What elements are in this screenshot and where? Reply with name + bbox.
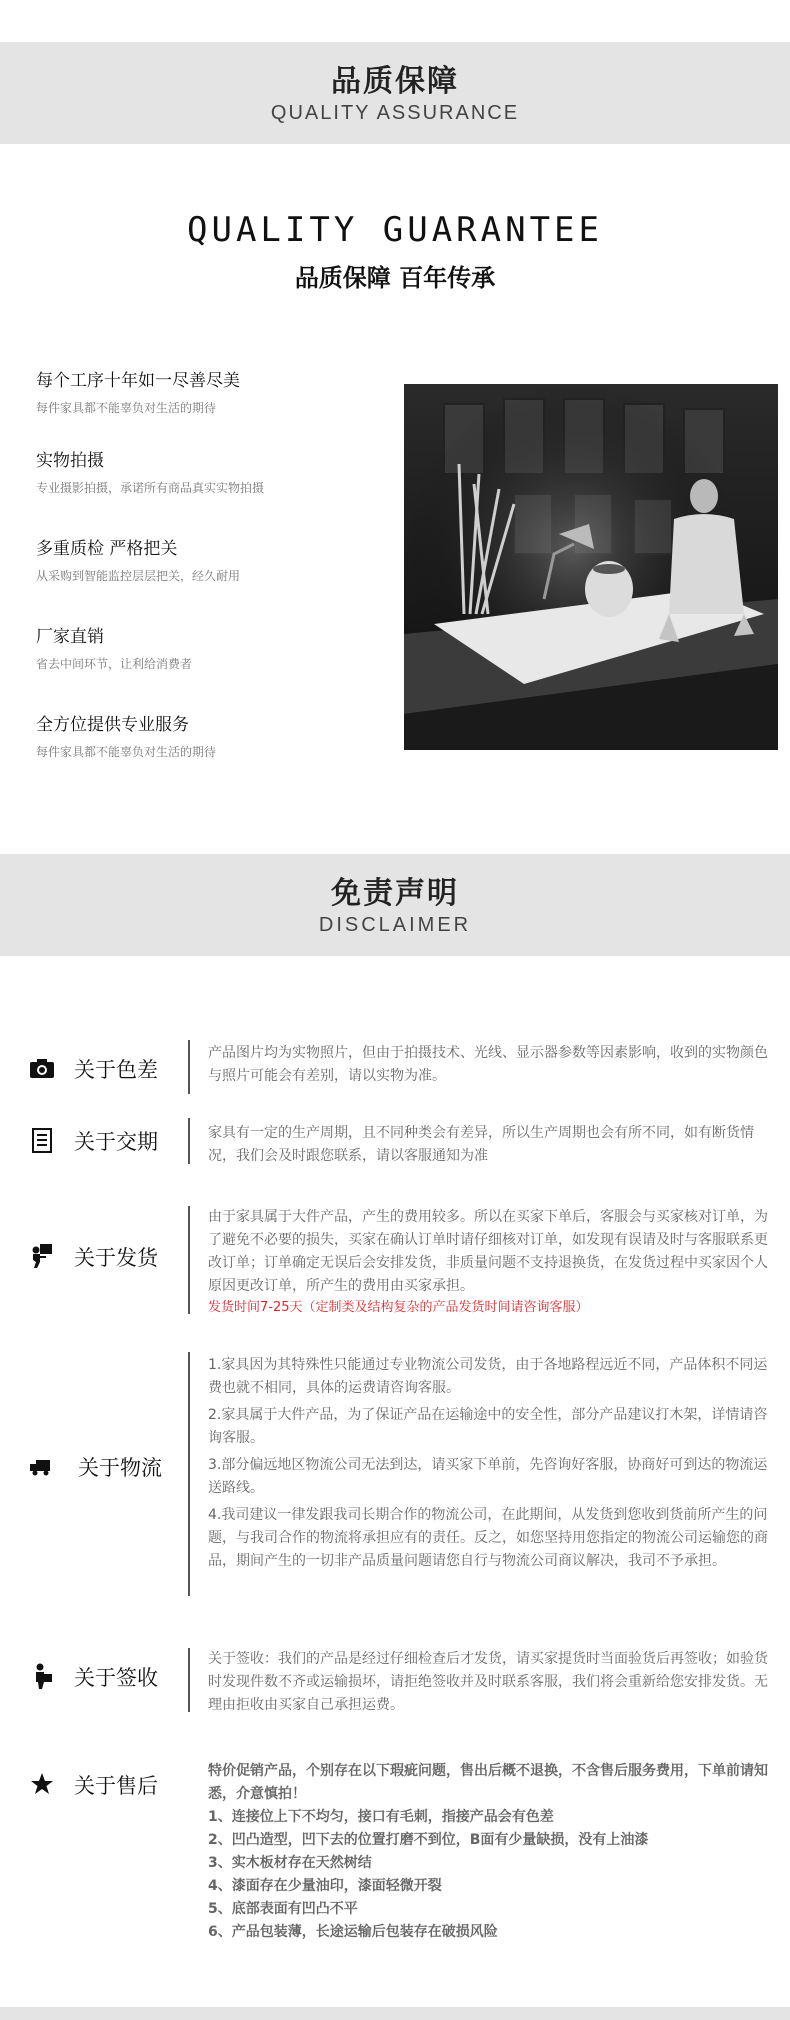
feature-item (36, 710, 366, 760)
logistics-paragraph: 1.家具因为其特殊性只能通过专业物流公司发货，由于各地路程远近不同，产品体积不同运费也就不相同，具体的运费请咨询客服。 (208, 1357, 768, 1396)
delivery-truck-icon (28, 1452, 56, 1480)
quality-assurance-subtitle: QUALITY ASSURANCE (270, 102, 520, 124)
disclaimer-text: 关于签收：我们的产品是经过仔细检查后才发货，请买家提货时当面验货后再签收；如验货时发现件数不齐或运输损坏，请拒绝签收并及时联系客服，我们将会重新给您安排发货。无理由拒收由买家自己承担运费。 (208, 1651, 768, 1713)
camera-icon (28, 1054, 56, 1082)
feature-title: 每个工序十年如一尽善尽美 (36, 371, 240, 391)
divider (188, 1352, 190, 1596)
after-sales-item: 5、底部表面有凹凸不平 (208, 1901, 358, 1917)
quality-guarantee-title: QUALITY GUARANTEE (187, 210, 603, 250)
quality-assurance-title: 品质保障 (331, 64, 459, 99)
feature-item (36, 622, 366, 672)
feature-title: 全方位提供专业服务 (36, 715, 189, 735)
logistics-paragraph: 3.部分偏远地区物流公司无法到达，请买家下单前，先咨询好客服，协商好可到达的物流运送路线。 (208, 1457, 768, 1496)
disclaimer-label: 关于签收 (74, 1666, 158, 1690)
person-carrying-box-icon (28, 1242, 56, 1270)
feature-desc: 每件家具都不能辜负对生活的期待 (36, 745, 217, 759)
document-list-icon (28, 1126, 56, 1154)
person-with-package-icon (28, 1662, 56, 1690)
disclaimer-subtitle: DISCLAIMER (318, 914, 472, 936)
disclaimer-text: 家具有一定的生产周期，且不同种类会有差异，所以生产周期也会有所不同，如有断货情况，我们会及时跟您联系，请以客服通知为准 (208, 1125, 754, 1164)
logistics-paragraph: 2.家具属于大件产品，为了保证产品在运输途中的安全性，部分产品建议打木架，详情请咨询客服。 (208, 1407, 768, 1446)
after-sales-item: 3、实木板材存在天然树结 (208, 1855, 372, 1871)
disclaimer-text-block (208, 1206, 768, 1318)
feature-item (36, 366, 366, 416)
disclaimer-text: 产品图片均为实物照片，但由于拍摄技术、光线、显示器参数等因素影响，收到的实物颜色与照片可能会有差别，请以实物为准。 (208, 1045, 768, 1084)
disclaimer-label: 关于售后 (74, 1774, 158, 1798)
quality-assurance-header (0, 42, 790, 144)
disclaimer-header (0, 854, 790, 956)
feature-item (36, 534, 366, 584)
footer-band (0, 2007, 790, 2020)
star-icon (28, 1770, 56, 1798)
divider (188, 1206, 190, 1314)
quality-guarantee-subtitle: 品质保障 百年传承 (294, 264, 496, 292)
divider (188, 1118, 190, 1164)
feature-desc: 每件家具都不能辜负对生活的期待 (36, 401, 217, 415)
divider (188, 1648, 190, 1712)
after-sales-item: 1、连接位上下不均匀，接口有毛刺，指接产品会有色差 (208, 1809, 554, 1825)
feature-title: 厂家直销 (36, 627, 104, 647)
disclaimer-label: 关于色差 (74, 1058, 158, 1082)
craftsman-workshop-photo (404, 384, 778, 750)
disclaimer-label: 关于物流 (78, 1456, 162, 1480)
after-sales-intro: 特价促销产品，个别存在以下瑕疵问题，售出后概不退换，不含售后服务费用，下单前请知悉，介意慎拍！ (208, 1763, 768, 1802)
feature-desc: 专业摄影拍摄，承诺所有商品真实实物拍摄 (36, 481, 265, 495)
feature-desc: 从采购到智能监控层层把关，经久耐用 (36, 569, 241, 583)
logistics-paragraph: 4.我司建议一律发跟我司长期合作的物流公司，在此期间，从发货到您收到货前所产生的问题，与我司合作的物流将承担应有的责任。反之，如您坚持用您指定的物流公司运输您的商品，期间产生的一切非产品质量问题请您自行与物流公司商议解决，我司不予承担。 (208, 1507, 768, 1569)
after-sales-item: 6、产品包装薄，长途运输后包装存在破损风险 (208, 1924, 498, 1940)
divider (188, 1040, 190, 1094)
after-sales-item: 4、漆面存在少量油印，漆面轻微开裂 (208, 1878, 442, 1894)
disclaimer-label: 关于交期 (74, 1130, 158, 1154)
disclaimer-title: 免责声明 (331, 876, 459, 911)
disclaimer-text: 由于家具属于大件产品，产生的费用较多。所以在买家下单后，客服会与买家核对订单，为了避免不必要的损失，买家在确认订单时请仔细核对订单，如发现有误请及时与客服联系更改订单；订单确定无误后会安排发货，非质量问题不支持退换货，在发货过程中买家因个人原因更改订单，所产生的费用由买家承担。 (208, 1209, 768, 1294)
after-sales-block (208, 1760, 768, 1944)
shipping-time-note: 发货时间7-25天（定制类及结构复杂的产品发货时间请咨询客服） (208, 1300, 589, 1315)
disclaimer-label: 关于发货 (74, 1246, 158, 1270)
feature-title: 多重质检 严格把关 (36, 539, 178, 559)
feature-title: 实物拍摄 (36, 451, 104, 471)
feature-desc: 省去中间环节，让利给消费者 (36, 657, 193, 671)
logistics-paragraphs (208, 1354, 768, 1577)
feature-item (36, 446, 366, 496)
after-sales-item: 2、凹凸造型，凹下去的位置打磨不到位，B面有少量缺损，没有上油漆 (208, 1832, 649, 1848)
